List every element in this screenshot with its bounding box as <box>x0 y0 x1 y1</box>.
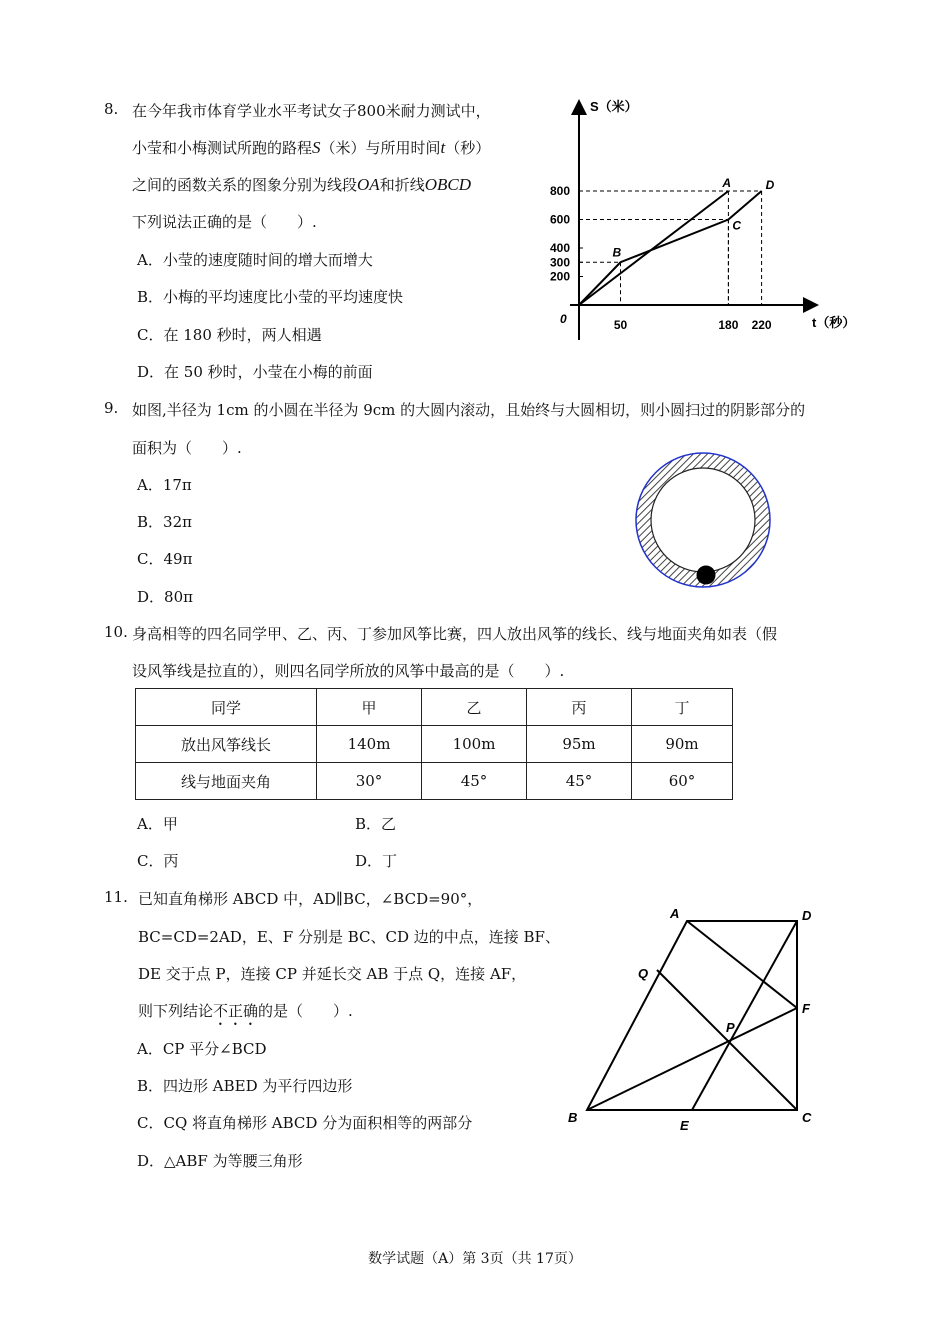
page-footer: 数学试题（A）第 3页（共 17页） <box>368 1251 582 1267</box>
q8-option-a: A．小莹的速度随时间的增大而增大 <box>137 251 373 269</box>
trapezoid-abcd <box>587 921 797 1110</box>
segment-af <box>687 921 797 1008</box>
q9-option-b: B．32π <box>137 513 192 531</box>
y-tick-label: 800 <box>549 184 570 198</box>
inner-circle <box>651 468 755 572</box>
y-tick-label: 600 <box>549 212 570 227</box>
trapezoid-figure <box>560 900 830 1140</box>
y-tick-label: 400 <box>549 241 570 255</box>
q10-line1: 身高相等的四名同学甲、乙、丙、丁参加风筝比赛，四人放出风筝的线长、线与地面夹角如表（假 <box>132 625 778 643</box>
table-cell: 90m <box>632 726 733 763</box>
origin-label: 0 <box>560 312 567 326</box>
table-header-cell: 同学 <box>136 689 317 726</box>
q11-line2: BC=CD=2AD，E、F 分别是 BC、CD 边的中点，连接 BF、 <box>138 928 560 946</box>
table-cell: 100m <box>422 726 527 763</box>
label-c: C <box>802 1110 812 1125</box>
q10-number: 10. <box>104 623 128 641</box>
q8-option-d: D．在 50 秒时，小莹在小梅的前面 <box>137 363 373 381</box>
label-p: P <box>726 1020 735 1035</box>
q11-option-a: A．CP 平分∠BCD <box>137 1040 267 1058</box>
table-row <box>136 726 733 763</box>
table-cell: 95m <box>527 726 632 763</box>
table-cell: 30° <box>317 763 422 800</box>
series-line-obcd <box>579 191 762 305</box>
table-row <box>136 689 733 726</box>
table-header-cell: 甲 <box>317 689 422 726</box>
q9-number: 9. <box>104 399 119 417</box>
label-q: Q <box>638 966 649 981</box>
label-f: F <box>802 1001 810 1016</box>
q8-line4: 下列说法正确的是（ ）. <box>132 213 317 231</box>
table-cell: 45° <box>422 763 527 800</box>
x-tick-label: 180 <box>718 318 739 332</box>
y-tick-label: 300 <box>549 255 570 270</box>
y-axis-label: S（米） <box>590 99 638 114</box>
point-label-c: C <box>732 218 742 233</box>
table-header-cell: 丙 <box>527 689 632 726</box>
q11-line4: 则下列结论不正确的是（ ）. <box>138 1002 353 1020</box>
x-tick-label: 50 <box>613 318 628 332</box>
q11-option-b: B．四边形 ABED 为平行四边形 <box>137 1077 353 1095</box>
q8-line2: 小莹和小梅测试所跑的路程S（米）与所用时间t（秒） <box>132 138 491 157</box>
point-label-d: D <box>765 178 775 192</box>
x-tick-label: 220 <box>751 318 772 332</box>
table-cell: 放出风筝线长 <box>136 726 317 763</box>
q10-option-d: D．丁 <box>355 852 398 870</box>
q10-option-c: C．丙 <box>137 852 179 870</box>
q11-line1: 已知直角梯形 ABCD 中，AD∥BC，∠BCD=90°， <box>138 890 483 908</box>
q10-option-a: A．甲 <box>137 815 178 833</box>
circles-figure <box>630 460 776 590</box>
y-tick-label: 200 <box>549 269 570 284</box>
q8-option-c: C．在 180 秒时，两人相遇 <box>137 326 322 344</box>
series-line-oa <box>579 191 728 305</box>
q11-number: 11. <box>104 888 128 906</box>
label-e: E <box>680 1118 689 1133</box>
q11-line3: DE 交于点 P，连接 CP 并延长交 AB 于点 Q，连接 AF， <box>138 965 527 983</box>
point-label-b: B <box>612 245 622 260</box>
table-cell: 线与地面夹角 <box>136 763 317 800</box>
q10-line2: 设风筝线是拉直的），则四名同学所放的风筝中最高的是（ ）. <box>132 662 565 680</box>
small-circle <box>697 566 716 585</box>
q8-line1: 在今年我市体育学业水平考试女子800米耐力测试中， <box>132 102 491 120</box>
q10-option-b: B．乙 <box>355 815 397 833</box>
label-a: A <box>670 906 680 921</box>
q9-option-c: C．49π <box>137 550 193 568</box>
table-row <box>136 763 733 800</box>
x-axis-label: t（秒） <box>812 315 856 330</box>
q9-option-a: A．17π <box>137 476 192 494</box>
table-cell: 140m <box>317 726 422 763</box>
q9-option-d: D．80π <box>137 588 193 606</box>
kite-table <box>135 688 733 800</box>
label-d: D <box>802 908 812 923</box>
table-cell: 60° <box>632 763 733 800</box>
q8-option-b: B．小梅的平均速度比小莹的平均速度快 <box>137 288 404 306</box>
label-b: B <box>568 1110 578 1125</box>
point-label-a: A <box>722 176 732 190</box>
emphasis-text: 不正确 <box>213 1002 259 1020</box>
q9-line2: 面积为（ ）. <box>132 439 242 457</box>
table-cell: 45° <box>527 763 632 800</box>
table-header-cell: 乙 <box>422 689 527 726</box>
q8-line3: 之间的函数关系的图象分别为线段OA和折线OBCD <box>132 175 471 194</box>
q11-option-c: C．CQ 将直角梯形 ABCD 分为面积相等的两部分 <box>137 1114 473 1132</box>
q11-option-d: D．△ABF 为等腰三角形 <box>137 1152 303 1170</box>
q8-number: 8. <box>104 100 119 118</box>
segment-bf <box>587 1008 797 1110</box>
distance-time-chart <box>540 95 856 350</box>
table-header-cell: 丁 <box>632 689 733 726</box>
q9-line1: 如图,半径为 1cm 的小圆在半径为 9cm 的大圆内滚动，且始终与大圆相切，则小圆扫过的阴影部分的 <box>132 401 806 419</box>
